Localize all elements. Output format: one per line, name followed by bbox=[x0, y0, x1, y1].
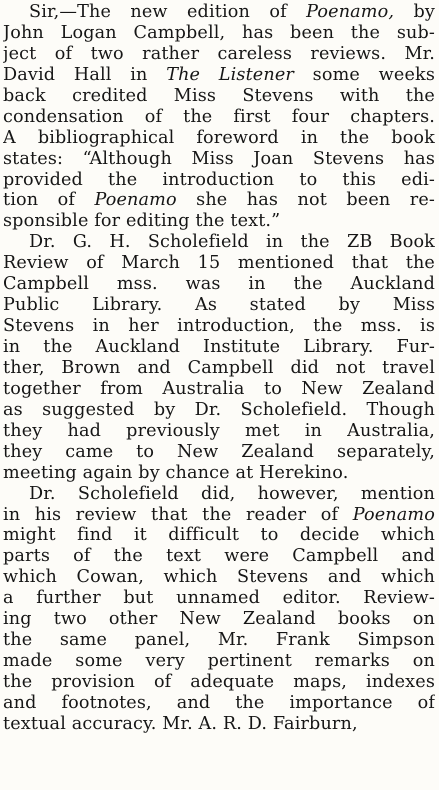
letter-column bbox=[3, 0, 435, 790]
text-segment: A bibliographical foreword in the book bbox=[3, 127, 435, 148]
text-segment: states: “Although Miss Joan Stevens has bbox=[3, 148, 435, 169]
text-line bbox=[3, 253, 435, 274]
letter-body bbox=[3, 2, 435, 735]
text-segment: ther, Brown and Campbell did not travel bbox=[3, 357, 435, 378]
text-line bbox=[3, 358, 435, 379]
text-line bbox=[3, 316, 435, 337]
text-line bbox=[3, 190, 435, 211]
text-segment: Sir,—The new edition of bbox=[29, 2, 307, 22]
text-segment: Stevens in her introduction, the mss. is bbox=[3, 316, 435, 337]
text-line bbox=[3, 337, 435, 358]
text-segment: in the Auckland Institute Library. Fur- bbox=[3, 337, 435, 357]
text-segment: a further but unnamed editor. Review- bbox=[3, 588, 435, 609]
text-line bbox=[3, 442, 435, 463]
text-segment: Dr. G. H. Scholefield in the ZB Book bbox=[29, 232, 435, 253]
text-segment: the provision of adequate maps, indexes bbox=[3, 672, 435, 692]
text-line bbox=[3, 505, 435, 526]
text-line bbox=[3, 128, 435, 149]
text-segment: sponsible for editing the text.” bbox=[3, 211, 281, 232]
text-line bbox=[3, 149, 435, 170]
text-line bbox=[3, 421, 435, 442]
text-segment: David Hall in bbox=[3, 64, 167, 85]
text-line bbox=[3, 630, 435, 651]
text-segment: meeting again by chance at Herekino. bbox=[3, 462, 349, 483]
text-line bbox=[3, 546, 435, 567]
text-line bbox=[3, 609, 435, 630]
text-line bbox=[3, 274, 435, 295]
text-segment: Campbell mss. was in the Auckland bbox=[3, 274, 435, 295]
text-line bbox=[3, 295, 435, 316]
text-segment: back credited Miss Stevens with the bbox=[3, 85, 435, 106]
text-line bbox=[3, 525, 435, 546]
text-line bbox=[3, 379, 435, 400]
text-segment: ject of two rather careless reviews. Mr. bbox=[3, 43, 435, 64]
text-line bbox=[3, 107, 435, 128]
text-segment: and footnotes, and the importance of bbox=[3, 692, 435, 713]
text-segment: they had previously met in Australia, bbox=[3, 420, 435, 441]
text-line bbox=[3, 588, 435, 609]
text-segment: Public Library. As stated by Miss bbox=[3, 295, 435, 316]
text-line bbox=[3, 86, 435, 107]
text-line bbox=[3, 23, 435, 44]
text-line bbox=[3, 693, 435, 714]
text-segment: made some very pertinent remarks on bbox=[3, 651, 435, 672]
text-segment: Dr. Scholefield did, however, mention bbox=[29, 483, 435, 504]
text-segment: tion of bbox=[3, 190, 95, 211]
text-segment: might find it difficult to decide which bbox=[3, 525, 435, 546]
text-segment: condensation of the first four chapters. bbox=[3, 106, 435, 127]
text-line bbox=[3, 484, 435, 505]
text-line bbox=[3, 65, 435, 86]
text-segment: textual accuracy. Mr. A. R. D. Fairburn, bbox=[3, 713, 358, 734]
text-segment: they came to New Zealand separately, bbox=[3, 441, 435, 462]
text-segment: which Cowan, which Stevens and which bbox=[3, 567, 435, 588]
text-segment: by bbox=[394, 2, 435, 22]
text-line bbox=[3, 211, 435, 232]
text-line bbox=[3, 170, 435, 191]
italic-title: The Listener bbox=[166, 64, 294, 85]
text-segment: she has not been re- bbox=[176, 190, 435, 211]
text-line bbox=[3, 672, 435, 693]
text-line bbox=[3, 651, 435, 672]
text-segment: the same panel, Mr. Frank Simpson bbox=[3, 630, 435, 651]
text-segment: parts of the text were Campbell and bbox=[3, 546, 435, 567]
text-line bbox=[3, 400, 435, 421]
text-segment: Review of March 15 mentioned that the bbox=[3, 253, 435, 274]
text-segment: John Logan Campbell, has been the sub- bbox=[3, 22, 435, 43]
text-segment: together from Australia to New Zealand bbox=[3, 378, 435, 399]
text-segment: in his review that the reader of bbox=[3, 504, 353, 525]
text-segment: as suggested by Dr. Scholefield. Though bbox=[3, 399, 435, 420]
text-line bbox=[3, 463, 435, 484]
italic-title: Poenamo bbox=[94, 190, 177, 211]
text-line bbox=[3, 44, 435, 65]
text-line bbox=[3, 232, 435, 253]
text-segment: some weeks bbox=[293, 64, 435, 85]
italic-title: Poenamo, bbox=[306, 2, 395, 22]
text-segment: ing two other New Zealand books on bbox=[3, 609, 435, 630]
italic-title: Poenamo bbox=[352, 504, 435, 525]
text-line bbox=[3, 567, 435, 588]
text-line bbox=[3, 2, 435, 23]
text-line bbox=[3, 714, 435, 735]
text-segment: provided the introduction to this edi- bbox=[3, 169, 435, 190]
